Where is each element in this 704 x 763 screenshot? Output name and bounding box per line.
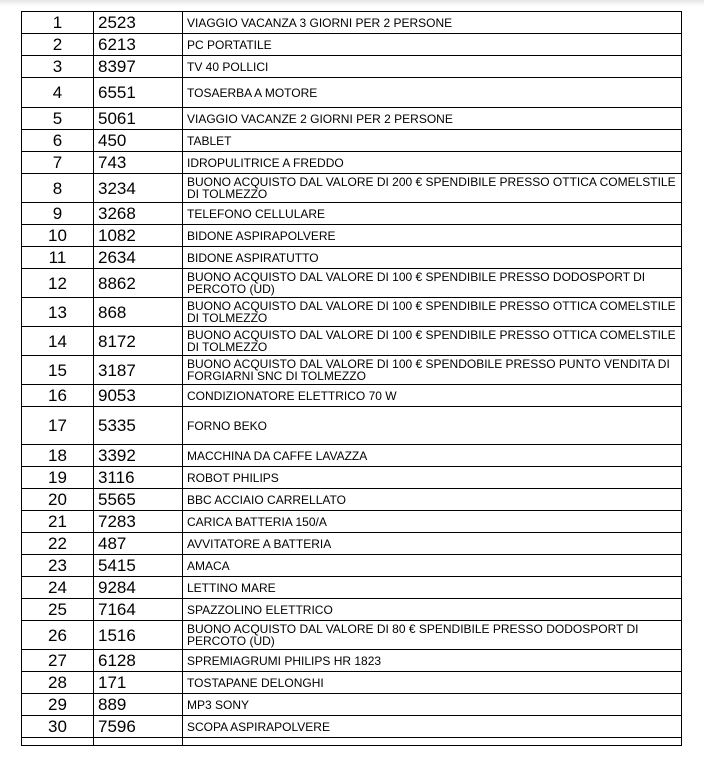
prize-description-cell: [183, 738, 682, 746]
table-row: [22, 269, 682, 298]
row-number-cell: 15: [22, 356, 94, 385]
ticket-number-cell: 6551: [94, 78, 183, 108]
ticket-number-cell: 487: [94, 533, 183, 555]
prize-description-cell: TELEFONO CELLULARE: [183, 203, 682, 225]
prize-description-cell: BBC ACCIAIO CARRELLATO: [183, 489, 682, 511]
table-row: [22, 577, 682, 599]
row-number-cell: 27: [22, 650, 94, 672]
ticket-number-cell: 3268: [94, 203, 183, 225]
prize-description-cell: BUONO ACQUISTO DAL VALORE DI 80 € SPENDIBILE PRESSO DODOSPORT DI PERCOTO (UD): [183, 621, 682, 650]
prize-description-cell: BIDONE ASPIRAPOLVERE: [183, 225, 682, 247]
row-number-cell: 25: [22, 599, 94, 621]
prize-description-cell: MP3 SONY: [183, 694, 682, 716]
ticket-number-cell: 7596: [94, 716, 183, 738]
prize-description-cell: AVVITATORE A BATTERIA: [183, 533, 682, 555]
ticket-number-cell: 5415: [94, 555, 183, 577]
table-row: [22, 108, 682, 130]
table-row: [22, 489, 682, 511]
prize-description-cell: MACCHINA DA CAFFE LAVAZZA: [183, 445, 682, 467]
ticket-number-cell: 171: [94, 672, 183, 694]
ticket-number-cell: 7164: [94, 599, 183, 621]
prize-description-cell: PC PORTATILE: [183, 34, 682, 56]
table-row: [22, 130, 682, 152]
ticket-number-cell: 7283: [94, 511, 183, 533]
table-row: [22, 56, 682, 78]
ticket-number-cell: 1082: [94, 225, 183, 247]
prize-description-cell: SPREMIAGRUMI PHILIPS HR 1823: [183, 650, 682, 672]
table-row: [22, 152, 682, 174]
prize-description-cell: VIAGGIO VACANZE 2 GIORNI PER 2 PERSONE: [183, 108, 682, 130]
prize-description-cell: CARICA BATTERIA 150/A: [183, 511, 682, 533]
ticket-number-cell: 3392: [94, 445, 183, 467]
prize-table-body: [22, 12, 682, 746]
table-row: [22, 467, 682, 489]
row-number-cell: [22, 738, 94, 746]
prize-description-cell: SCOPA ASPIRAPOLVERE: [183, 716, 682, 738]
row-number-cell: 20: [22, 489, 94, 511]
prize-description-cell: TOSTAPANE DELONGHI: [183, 672, 682, 694]
row-number-cell: 30: [22, 716, 94, 738]
table-row: [22, 445, 682, 467]
table-row: [22, 385, 682, 407]
prize-description-cell: LETTINO MARE: [183, 577, 682, 599]
row-number-cell: 18: [22, 445, 94, 467]
ticket-number-cell: 8862: [94, 269, 183, 298]
row-number-cell: 26: [22, 621, 94, 650]
ticket-number-cell: 6213: [94, 34, 183, 56]
prize-description-cell: VIAGGIO VACANZA 3 GIORNI PER 2 PERSONE: [183, 12, 682, 34]
table-row: [22, 407, 682, 445]
prize-description-cell: TOSAERBA A MOTORE: [183, 78, 682, 108]
row-number-cell: 12: [22, 269, 94, 298]
ticket-number-cell: 450: [94, 130, 183, 152]
prize-description-cell: BUONO ACQUISTO DAL VALORE DI 100 € SPENDIBILE PRESSO OTTICA COMELSTILE DI TOLMEZZO: [183, 298, 682, 327]
table-row: [22, 174, 682, 203]
row-number-cell: 13: [22, 298, 94, 327]
prize-description-cell: AMACA: [183, 555, 682, 577]
table-row: [22, 203, 682, 225]
prize-description-cell: BUONO ACQUISTO DAL VALORE DI 100 € SPENDIBILE PRESSO DODOSPORT DI PERCOTO (UD): [183, 269, 682, 298]
ticket-number-cell: [94, 738, 183, 746]
row-number-cell: 29: [22, 694, 94, 716]
row-number-cell: 11: [22, 247, 94, 269]
table-row: [22, 34, 682, 56]
table-row: [22, 78, 682, 108]
table-row: [22, 356, 682, 385]
row-number-cell: 4: [22, 78, 94, 108]
table-row: [22, 694, 682, 716]
prize-description-cell: IDROPULITRICE A FREDDO: [183, 152, 682, 174]
ticket-number-cell: 3116: [94, 467, 183, 489]
prize-description-cell: ROBOT PHILIPS: [183, 467, 682, 489]
table-row: [22, 327, 682, 356]
prize-description-cell: BUONO ACQUISTO DAL VALORE DI 200 € SPENDIBILE PRESSO OTTICA COMELSTILE DI TOLMEZZO: [183, 174, 682, 203]
row-number-cell: 19: [22, 467, 94, 489]
table-row: [22, 555, 682, 577]
ticket-number-cell: 6128: [94, 650, 183, 672]
row-number-cell: 22: [22, 533, 94, 555]
row-number-cell: 3: [22, 56, 94, 78]
row-number-cell: 5: [22, 108, 94, 130]
prize-description-cell: TABLET: [183, 130, 682, 152]
row-number-cell: 28: [22, 672, 94, 694]
table-row: [22, 247, 682, 269]
table-row: [22, 225, 682, 247]
ticket-number-cell: 9284: [94, 577, 183, 599]
row-number-cell: 1: [22, 12, 94, 34]
table-row: [22, 738, 682, 746]
row-number-cell: 9: [22, 203, 94, 225]
prize-description-cell: BUONO ACQUISTO DAL VALORE DI 100 € SPENDIBILE PRESSO OTTICA COMELSTILE DI TOLMEZZO: [183, 327, 682, 356]
row-number-cell: 17: [22, 407, 94, 445]
row-number-cell: 7: [22, 152, 94, 174]
row-number-cell: 16: [22, 385, 94, 407]
row-number-cell: 8: [22, 174, 94, 203]
table-row: [22, 511, 682, 533]
table-row: [22, 716, 682, 738]
prize-description-cell: FORNO BEKO: [183, 407, 682, 445]
table-row: [22, 599, 682, 621]
ticket-number-cell: 868: [94, 298, 183, 327]
prize-table: [21, 11, 682, 746]
prize-description-cell: TV 40 POLLICI: [183, 56, 682, 78]
table-row: [22, 298, 682, 327]
prize-description-cell: SPAZZOLINO ELETTRICO: [183, 599, 682, 621]
ticket-number-cell: 889: [94, 694, 183, 716]
ticket-number-cell: 8397: [94, 56, 183, 78]
ticket-number-cell: 3234: [94, 174, 183, 203]
ticket-number-cell: 743: [94, 152, 183, 174]
ticket-number-cell: 2634: [94, 247, 183, 269]
ticket-number-cell: 2523: [94, 12, 183, 34]
row-number-cell: 23: [22, 555, 94, 577]
row-number-cell: 21: [22, 511, 94, 533]
table-row: [22, 621, 682, 650]
ticket-number-cell: 1516: [94, 621, 183, 650]
prize-description-cell: CONDIZIONATORE ELETTRICO 70 W: [183, 385, 682, 407]
row-number-cell: 24: [22, 577, 94, 599]
page-top-shadow: [0, 0, 704, 6]
prize-description-cell: BUONO ACQUISTO DAL VALORE DI 100 € SPENDOBILE PRESSO PUNTO VENDITA DI FORGIARNI SNC DI TOLMEZZO: [183, 356, 682, 385]
row-number-cell: 14: [22, 327, 94, 356]
ticket-number-cell: 5335: [94, 407, 183, 445]
ticket-number-cell: 9053: [94, 385, 183, 407]
ticket-number-cell: 5565: [94, 489, 183, 511]
row-number-cell: 10: [22, 225, 94, 247]
row-number-cell: 6: [22, 130, 94, 152]
ticket-number-cell: 8172: [94, 327, 183, 356]
row-number-cell: 2: [22, 34, 94, 56]
table-row: [22, 533, 682, 555]
table-row: [22, 650, 682, 672]
table-row: [22, 12, 682, 34]
ticket-number-cell: 5061: [94, 108, 183, 130]
prize-description-cell: BIDONE ASPIRATUTTO: [183, 247, 682, 269]
table-row: [22, 672, 682, 694]
ticket-number-cell: 3187: [94, 356, 183, 385]
